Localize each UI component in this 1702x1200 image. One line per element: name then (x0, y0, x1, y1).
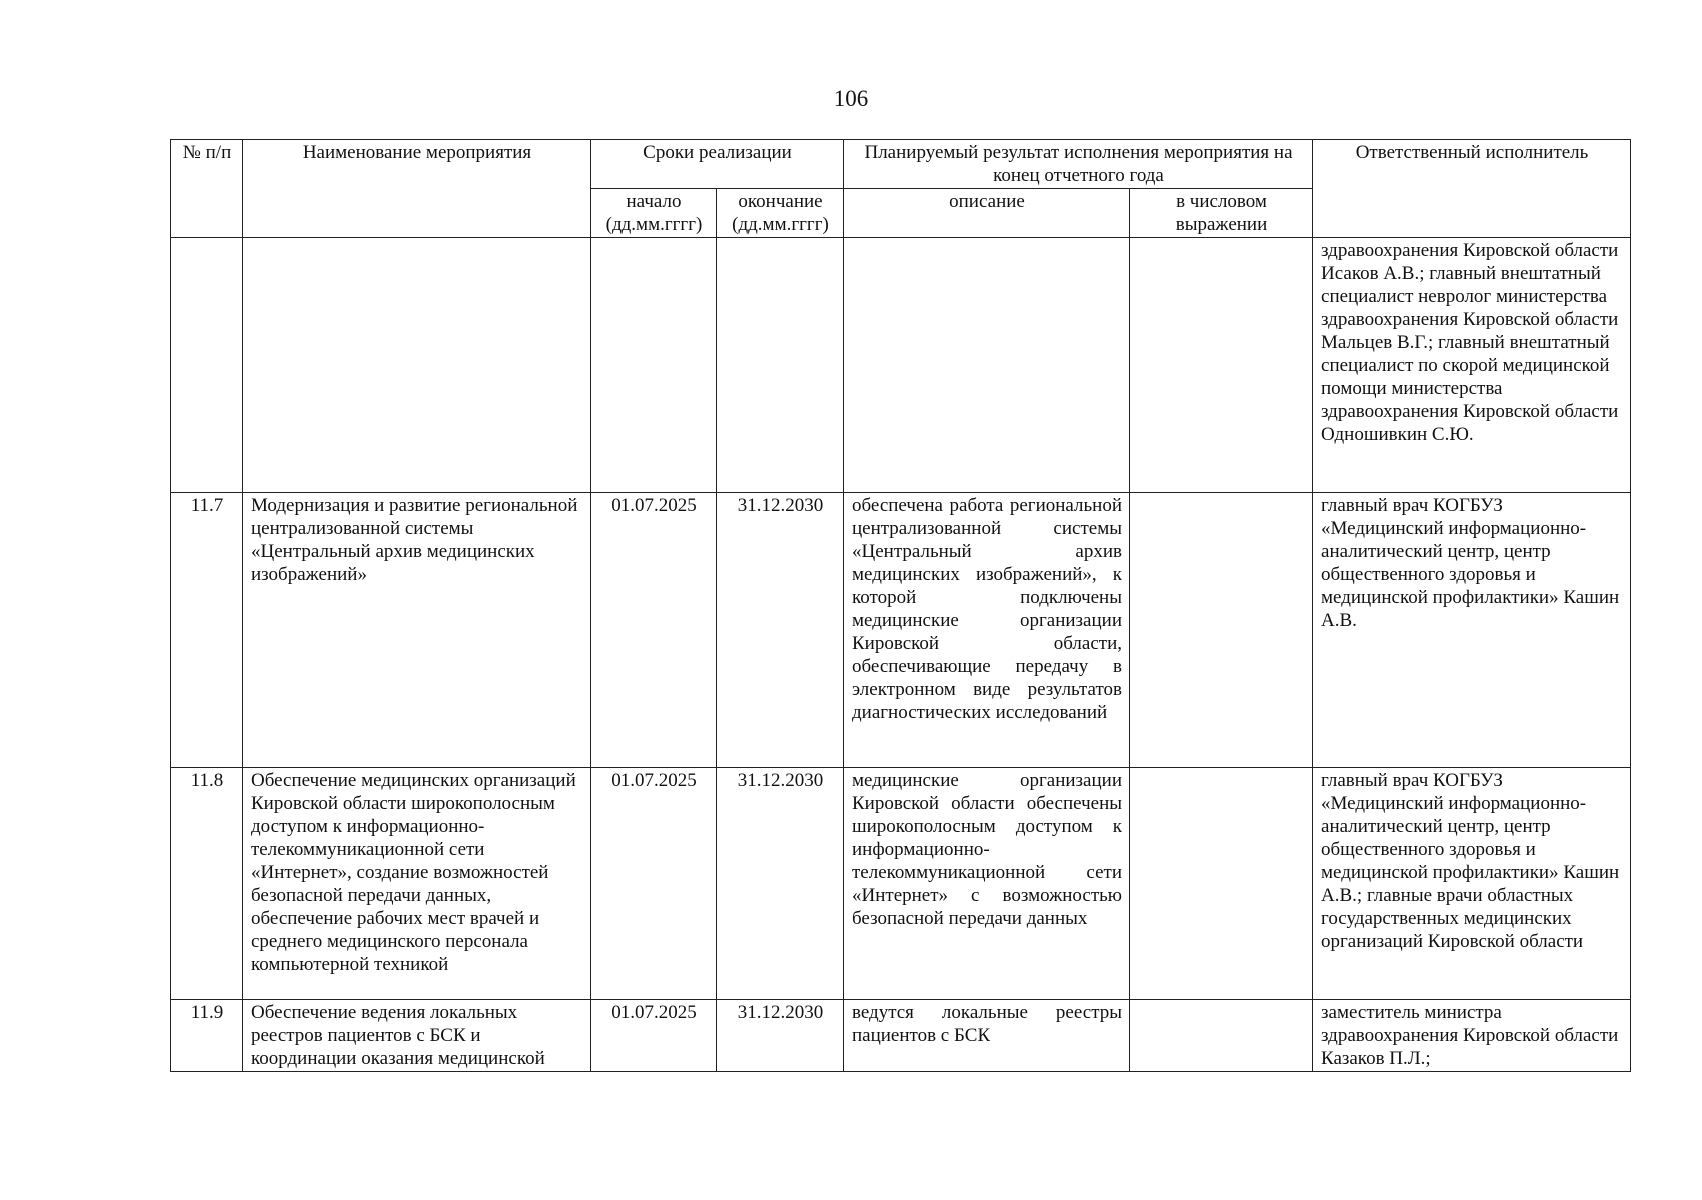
cell-description: ведутся локальные реестры пациентов с БСК (844, 1000, 1130, 1072)
cell-end-date: 31.12.2030 (717, 1000, 844, 1072)
table-cell (717, 238, 844, 493)
header-row (171, 140, 1631, 189)
cell-name: Обеспечение медицинских организаций Кировской области широкополосным доступом к информационно-телекоммуникационной сети «Интернет», создание возможностей безопасной передачи данных, обеспечение рабочих мест врачей и среднего медицинского персонала компьютерной техникой (243, 768, 591, 1000)
table-row (171, 1000, 1631, 1072)
table-cell (844, 238, 1130, 493)
cell-numeric (1130, 768, 1313, 1000)
cell-end-date: 31.12.2030 (717, 493, 844, 768)
table-cell (171, 238, 243, 493)
cell-start-date: 01.07.2025 (591, 768, 717, 1000)
page-number: 106 (833, 86, 869, 111)
header-terms-end: окончание (дд.мм.гггг) (717, 189, 844, 238)
cell-numeric (1130, 493, 1313, 768)
table-row (171, 768, 1631, 1000)
cell-responsible: главный врач КОГБУЗ «Медицинский информационно-аналитический центр, центр общественного здоровья и медицинской профилактики» Кашин А.В. (1313, 493, 1631, 768)
cell-description: обеспечена работа региональной централизованной системы «Центральный архив медицинских изображений», к которой подключены медицинские организации Кировской области, обеспечивающие передачу в электронном виде результатов диагностических исследований (844, 493, 1130, 768)
table-row-continuation (171, 238, 1631, 493)
cell-description: медицинские организации Кировской области обеспечены широкополосным доступом к информационно-телекоммуникационной сети «Интернет» с возможностью безопасной передачи данных (844, 768, 1130, 1000)
cell-start-date: 01.07.2025 (591, 493, 717, 768)
cell-start-date: 01.07.2025 (591, 1000, 717, 1072)
table-cell (591, 238, 717, 493)
header-result-description: описание (844, 189, 1130, 238)
cell-num: 11.7 (171, 493, 243, 768)
header-responsible: Ответственный исполнитель (1313, 140, 1631, 238)
header-terms-start: начало (дд.мм.гггг) (591, 189, 717, 238)
table-cell (243, 238, 591, 493)
cell-num: 11.8 (171, 768, 243, 1000)
cell-name: Модернизация и развитие региональной централизованной системы «Центральный архив медицинских изображений» (243, 493, 591, 768)
cell-responsible: здравоохранения Кировской области Исаков А.В.; главный внештатный специалист невролог министерства здравоохранения Кировской области Мальцев В.Г.; главный внештатный специалист по скорой медицинской помощи министерства здравоохранения Кировской области Одношивкин С.Ю. (1313, 238, 1631, 493)
header-result: Планируемый результат исполнения мероприятия на конец отчетного года (844, 140, 1313, 189)
activities-table (170, 139, 1631, 1072)
cell-end-date: 31.12.2030 (717, 768, 844, 1000)
table-cell (1130, 238, 1313, 493)
header-num: № п/п (171, 140, 243, 238)
cell-name: Обеспечение ведения локальных реестров пациентов с БСК и координации оказания медицинской (243, 1000, 591, 1072)
cell-responsible: главный врач КОГБУЗ «Медицинский информационно-аналитический центр, центр общественного здоровья и медицинской профилактики» Кашин А.В.; главные врачи областных государственных медицинских организаций Кировской области (1313, 768, 1631, 1000)
table-row (171, 493, 1631, 768)
cell-responsible: заместитель министра здравоохранения Кировской области Казаков П.Л.; (1313, 1000, 1631, 1072)
header-result-numeric: в числовом выражении (1130, 189, 1313, 238)
header-name: Наименование мероприятия (243, 140, 591, 238)
cell-numeric (1130, 1000, 1313, 1072)
header-terms: Сроки реализации (591, 140, 844, 189)
cell-num: 11.9 (171, 1000, 243, 1072)
